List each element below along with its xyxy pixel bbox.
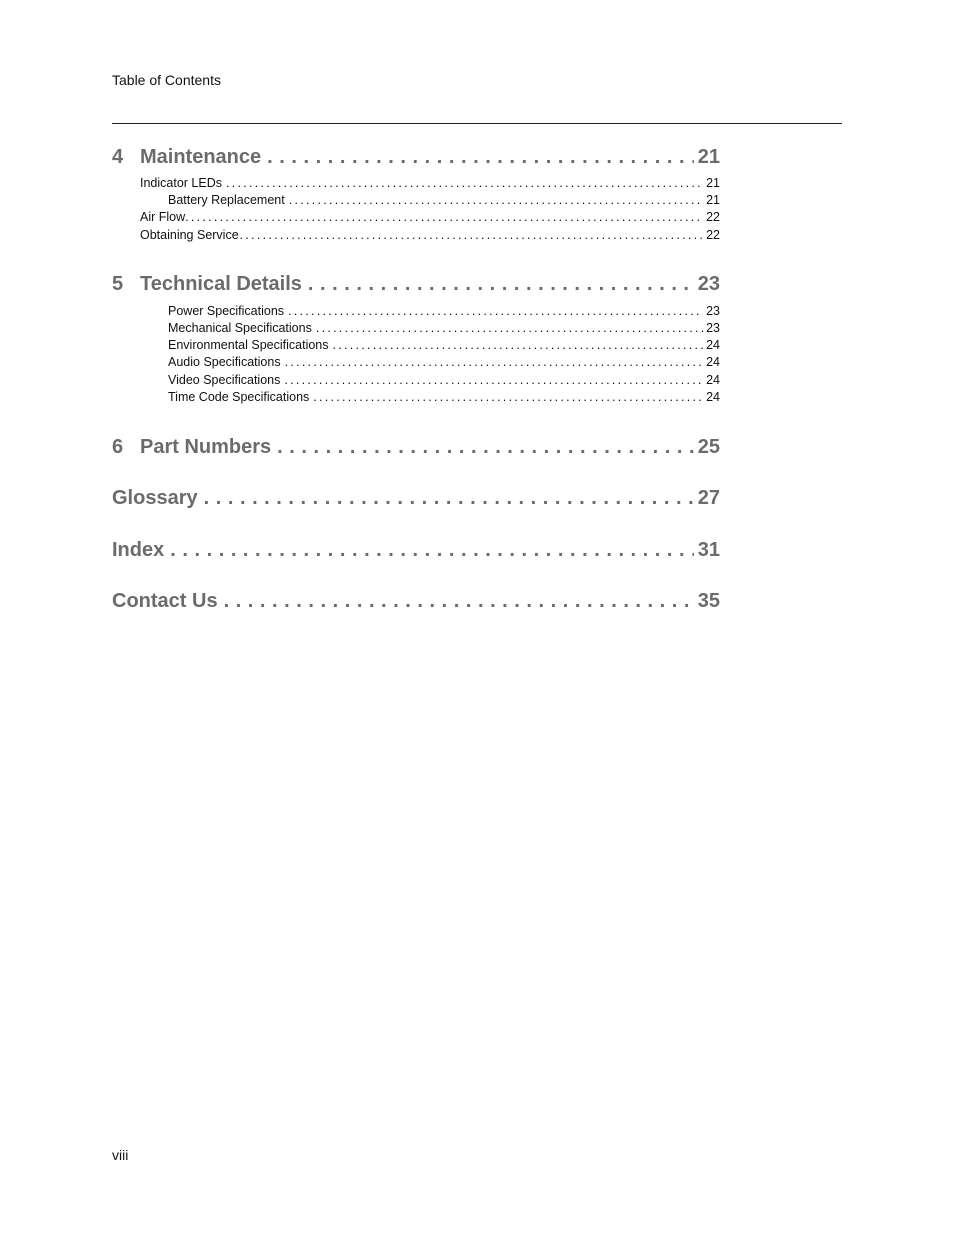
dot-leader [284, 372, 703, 388]
section-page-number: 24 [706, 355, 720, 369]
toc-section-indicator-leds[interactable] [140, 175, 720, 191]
chapter-number: 5 [112, 273, 124, 295]
chapter-title: Index [112, 539, 165, 561]
toc-section-video-specifications[interactable] [168, 372, 720, 388]
section-page-number: 24 [706, 390, 720, 404]
dot-leader [224, 589, 694, 613]
toc-section-power-specifications[interactable] [168, 303, 720, 319]
toc-chapter-technical-details[interactable] [112, 272, 720, 296]
header-divider [112, 123, 842, 124]
section-title: Obtaining Service [140, 228, 239, 242]
dot-leader [170, 538, 694, 562]
chapter-page-number: 21 [697, 146, 720, 168]
chapter-page-number: 27 [697, 487, 720, 509]
toc-section-mechanical-specifications[interactable] [168, 320, 720, 336]
toc-index[interactable] [112, 538, 720, 562]
toc-chapter-part-numbers[interactable] [112, 435, 720, 459]
dot-leader [267, 145, 694, 169]
dot-leader [333, 337, 704, 353]
page-number: viii [112, 1147, 129, 1163]
chapter-title: Technical Details [140, 273, 302, 295]
section-title: Air Flow [140, 210, 186, 224]
section-title: Battery Replacement [168, 193, 285, 207]
section-title: Audio Specifications [168, 355, 281, 369]
chapter-title: Contact Us [112, 590, 218, 612]
dot-leader [308, 272, 694, 296]
toc-section-obtaining-service[interactable] [140, 227, 720, 243]
section-title: Environmental Specifications [168, 338, 329, 352]
dot-leader [313, 389, 703, 405]
chapter-page-number: 25 [697, 436, 720, 458]
toc-section-audio-specifications[interactable] [168, 354, 720, 370]
dot-leader [289, 192, 703, 208]
toc-section-air-flow[interactable] [140, 209, 720, 225]
toc-section-battery-replacement[interactable] [168, 192, 720, 208]
section-page-number: 21 [706, 193, 720, 207]
toc-chapter-maintenance[interactable] [112, 145, 720, 169]
toc-section-environmental-specifications[interactable] [168, 337, 720, 353]
toc-section-time-code-specifications[interactable] [168, 389, 720, 405]
dot-leader [316, 320, 703, 336]
chapter-page-number: 23 [697, 273, 720, 295]
section-page-number: 22 [706, 210, 720, 224]
section-title: Time Code Specifications [168, 390, 310, 404]
dot-leader [226, 175, 703, 191]
chapter-title: Maintenance [140, 146, 262, 168]
section-page-number: 21 [706, 176, 720, 190]
section-title: Mechanical Specifications [168, 321, 312, 335]
chapter-page-number: 31 [697, 539, 720, 561]
chapter-title: Glossary [112, 487, 198, 509]
section-page-number: 23 [706, 321, 720, 335]
section-title: Video Specifications [168, 373, 281, 387]
dot-leader [277, 435, 694, 459]
chapter-number: 6 [112, 436, 124, 458]
dot-leader [240, 227, 703, 243]
dot-leader [288, 303, 703, 319]
chapter-title: Part Numbers [140, 436, 272, 458]
section-title: Power Specifications [168, 304, 285, 318]
running-header-title: Table of Contents [112, 72, 221, 88]
section-title: Indicator LEDs [140, 176, 222, 190]
chapter-number: 4 [112, 146, 124, 168]
section-page-number: 23 [706, 304, 720, 318]
dot-leader [285, 354, 704, 370]
section-page-number: 24 [706, 338, 720, 352]
section-page-number: 24 [706, 373, 720, 387]
toc-contact-us[interactable] [112, 589, 720, 613]
dot-leader [204, 486, 694, 510]
chapter-page-number: 35 [697, 590, 720, 612]
dot-leader [185, 209, 703, 225]
section-page-number: 22 [706, 228, 720, 242]
toc-glossary[interactable] [112, 486, 720, 510]
